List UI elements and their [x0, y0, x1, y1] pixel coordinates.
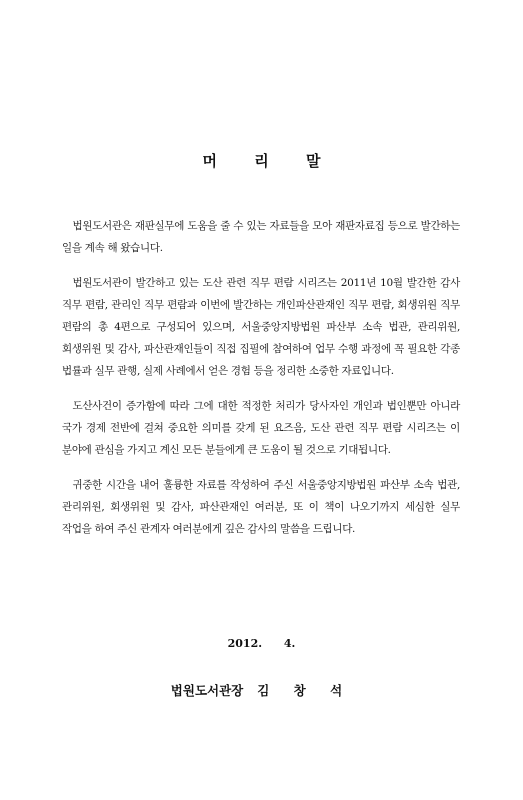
document-date: 2012. 4. — [227, 637, 296, 650]
paragraph-3: 도산사건이 증가함에 따라 그에 대한 적정한 처리가 당사자인 개인과 법인뿐만 아니라 국가 경제 전반에 걸쳐 중요한 의미를 갖게 된 요즈음, 도산 관련 직무 편람 시리즈는 이 분야에 관심을 가지고 계신 모든 분들에게 큰 도움이 될 것으로 기대됩니다. — [62, 400, 460, 456]
document-title: 머 리 말 — [202, 152, 337, 170]
signature-position: 법원도서관장 — [170, 683, 244, 698]
paragraph-1: 법원도서관은 재판실무에 도움을 줄 수 있는 자료들을 모아 재판자료집 등으로 발간하는 일을 계속 해 왔습니다. — [62, 220, 460, 254]
signature-name: 김 창 석 — [257, 683, 353, 698]
paragraph-2: 법원도서관이 발간하고 있는 도산 관련 직무 편람 시리즈는 2011년 10월 발간한 감사 직무 편람, 관리인 직무 편람과 이번에 발간하는 개인파산관재인 직무 편람, 회생위원 직무 편람의 총 4편으로 구성되어 있으며, 서울중앙지방법원 파산부 소속 법관, 관리위원, 회생위원 및 감사, 파산관재인들이 직접 집필에 참여하여 업무 수행 과정에 꼭 필요한 각종 법률과 실무 관행, 실제 사례에서 얻은 경험 등을 정리한 소중한 자료입니다. — [62, 277, 460, 377]
paragraph-4: 귀중한 시간을 내어 훌륭한 자료를 작성하여 주신 서울중앙지방법원 파산부 소속 법관, 관리위원, 회생위원 및 감사, 파산관재인 여러분, 또 이 책이 나오기까지 세심한 실무 작업을 하여 주신 관계자 여러분에게 깊은 감사의 말씀을 드립니다. — [62, 479, 460, 535]
document-body — [62, 215, 460, 553]
signature-line — [0, 681, 523, 699]
